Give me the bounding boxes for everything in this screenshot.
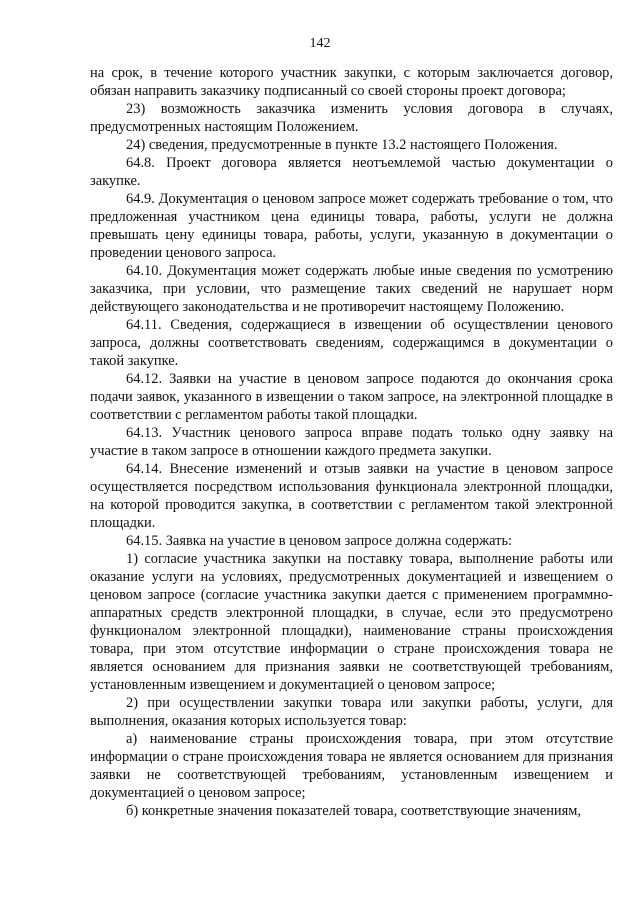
paragraph: 64.15. Заявка на участие в ценовом запросе должна содержать: <box>126 533 513 549</box>
paragraph: 64.13. Участник ценового запроса вправе подать только одну заявку на участие в таком запросе в отношении каждого предмета закупки. <box>90 425 613 459</box>
paragraph: 64.8. Проект договора является неотъемлемой частью документации о закупке. <box>90 155 613 189</box>
paragraph: 24) сведения, предусмотренные в пункте 13.2 настоящего Положения. <box>126 137 558 153</box>
paragraph: 64.9. Документация о ценовом запросе может содержать требование о том, что предложенная участником цена единицы товара, работы, услуги не должна превышать цену единицы товара, работы, услуги, указанную в документации о проведении ценового запроса. <box>90 191 613 261</box>
paragraph: б) конкретные значения показателей товара, соответствующие значениям, <box>126 803 582 819</box>
paragraph: 1) согласие участника закупки на поставку товара, выполнение работы или оказание услуги на условиях, предусмотренных документацией и извещением о ценовом запросе (согласие участника закупки дается с применением программно-аппаратных средств электронной площадки, в случае, если это предусмотрено функционалом электронной площадки), наименование страны происхождения товара, при этом отсутствие информации о стране происхождения товара не является основанием для признания заявки не соответствующей требованиям, установленным извещением и документацией о ценовом запросе; <box>90 551 613 693</box>
document-body <box>90 64 613 820</box>
paragraph: на срок, в течение которого участник закупки, с которым заключается договор, обязан направить заказчику подписанный со своей стороны проект договора; <box>90 65 613 99</box>
page-number: 142 <box>309 36 331 51</box>
paragraph: 2) при осуществлении закупки товара или закупки работы, услуги, для выполнения, оказания которых используется товар: <box>90 695 613 729</box>
paragraph: 64.11. Сведения, содержащиеся в извещении об осуществлении ценового запроса, должны соответствовать сведениям, содержащимся в документации о такой закупке. <box>90 317 613 369</box>
paragraph: а) наименование страны происхождения товара, при этом отсутствие информации о стране происхождения товара не является основанием для признания заявки не соответствующей требованиям, установленным извещением и документацией о ценовом запросе; <box>90 731 613 801</box>
paragraph: 64.10. Документация может содержать любые иные сведения по усмотрению заказчика, при условии, что размещение таких сведений не нарушает норм действующего законодательства и не противоречит настоящему Положению. <box>90 263 613 315</box>
paragraph: 64.12. Заявки на участие в ценовом запросе подаются до окончания срока подачи заявок, указанного в извещении о таком запросе, на электронной площадке в соответствии с регламентом работы такой площадки. <box>90 371 613 423</box>
paragraph: 64.14. Внесение изменений и отзыв заявки на участие в ценовом запросе осуществляется посредством использования функционала электронной площадки, на которой проводится закупка, в соответствии с регламентом такой электронной площадки. <box>90 461 613 531</box>
paragraph: 23) возможность заказчика изменить условия договора в случаях, предусмотренных настоящим Положением. <box>90 101 613 135</box>
